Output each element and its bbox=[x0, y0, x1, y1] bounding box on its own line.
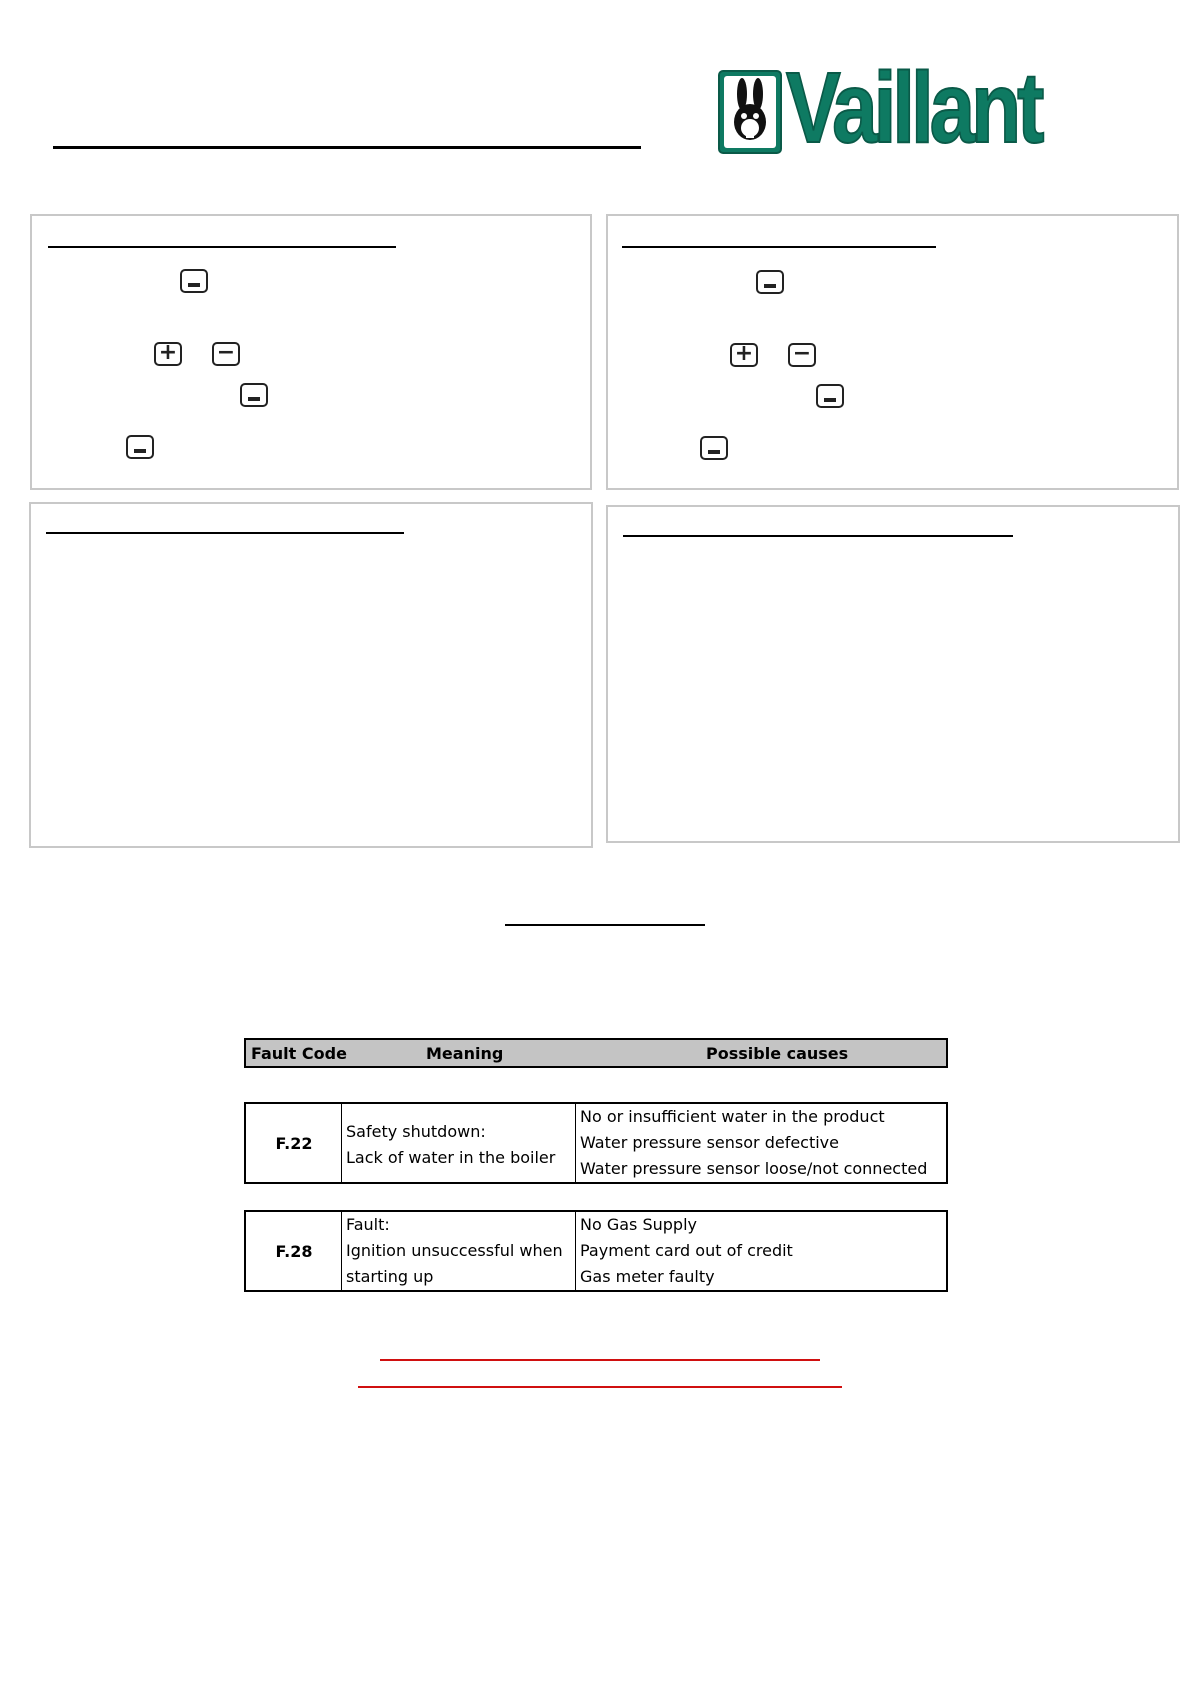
meaning-line: Safety shutdown: bbox=[346, 1122, 486, 1141]
header-meaning: Meaning bbox=[426, 1044, 504, 1063]
cause-line: Water pressure sensor defective bbox=[580, 1133, 839, 1152]
fault-row-f28 bbox=[244, 1210, 948, 1292]
meaning-line: Lack of water in the boiler bbox=[346, 1148, 556, 1167]
panel-heading-underline bbox=[622, 246, 936, 248]
instruction-panel-bottom-right bbox=[606, 505, 1180, 843]
meaning-line: Ignition unsuccessful when bbox=[346, 1241, 563, 1260]
vaillant-wordmark: Vaillant bbox=[786, 52, 1041, 164]
section-title-underline bbox=[505, 924, 705, 926]
panel-heading-underline bbox=[46, 532, 404, 534]
cause-line: Water pressure sensor loose/not connected bbox=[580, 1159, 928, 1178]
panel-heading-underline bbox=[623, 535, 1013, 537]
mode-button-icon bbox=[816, 384, 844, 408]
plus-button-icon: + bbox=[154, 342, 182, 366]
meaning-line: Fault: bbox=[346, 1215, 390, 1234]
fault-code: F.22 bbox=[275, 1134, 313, 1153]
mode-button-icon bbox=[700, 436, 728, 460]
instruction-panel-bottom-left bbox=[29, 502, 593, 848]
header-fault-code: Fault Code bbox=[251, 1044, 347, 1063]
instruction-panel-top-right bbox=[606, 214, 1179, 490]
instruction-panel-top-left bbox=[30, 214, 592, 490]
minus-button-icon: − bbox=[212, 342, 240, 366]
cause-line: No or insufficient water in the product bbox=[580, 1107, 885, 1126]
plus-button-icon: + bbox=[730, 343, 758, 367]
mode-button-icon bbox=[240, 383, 268, 407]
mode-button-icon bbox=[756, 270, 784, 294]
mode-button-icon bbox=[126, 435, 154, 459]
cause-line: Payment card out of credit bbox=[580, 1241, 793, 1260]
red-underline-1 bbox=[380, 1359, 820, 1361]
minus-button-icon: − bbox=[788, 343, 816, 367]
fault-table-header bbox=[244, 1038, 948, 1068]
header-possible-causes: Possible causes bbox=[706, 1044, 849, 1063]
header-title-underline bbox=[53, 146, 641, 149]
fault-code: F.28 bbox=[275, 1242, 313, 1261]
meaning-cell bbox=[342, 1104, 576, 1182]
mode-button-icon bbox=[180, 269, 208, 293]
hare-emblem-icon bbox=[718, 70, 782, 154]
panel-heading-underline bbox=[48, 246, 396, 248]
cause-line: Gas meter faulty bbox=[580, 1267, 715, 1286]
meaning-line: starting up bbox=[346, 1267, 434, 1286]
red-underline-2 bbox=[358, 1386, 842, 1388]
cause-line: No Gas Supply bbox=[580, 1215, 697, 1234]
fault-row-f22 bbox=[244, 1102, 948, 1184]
